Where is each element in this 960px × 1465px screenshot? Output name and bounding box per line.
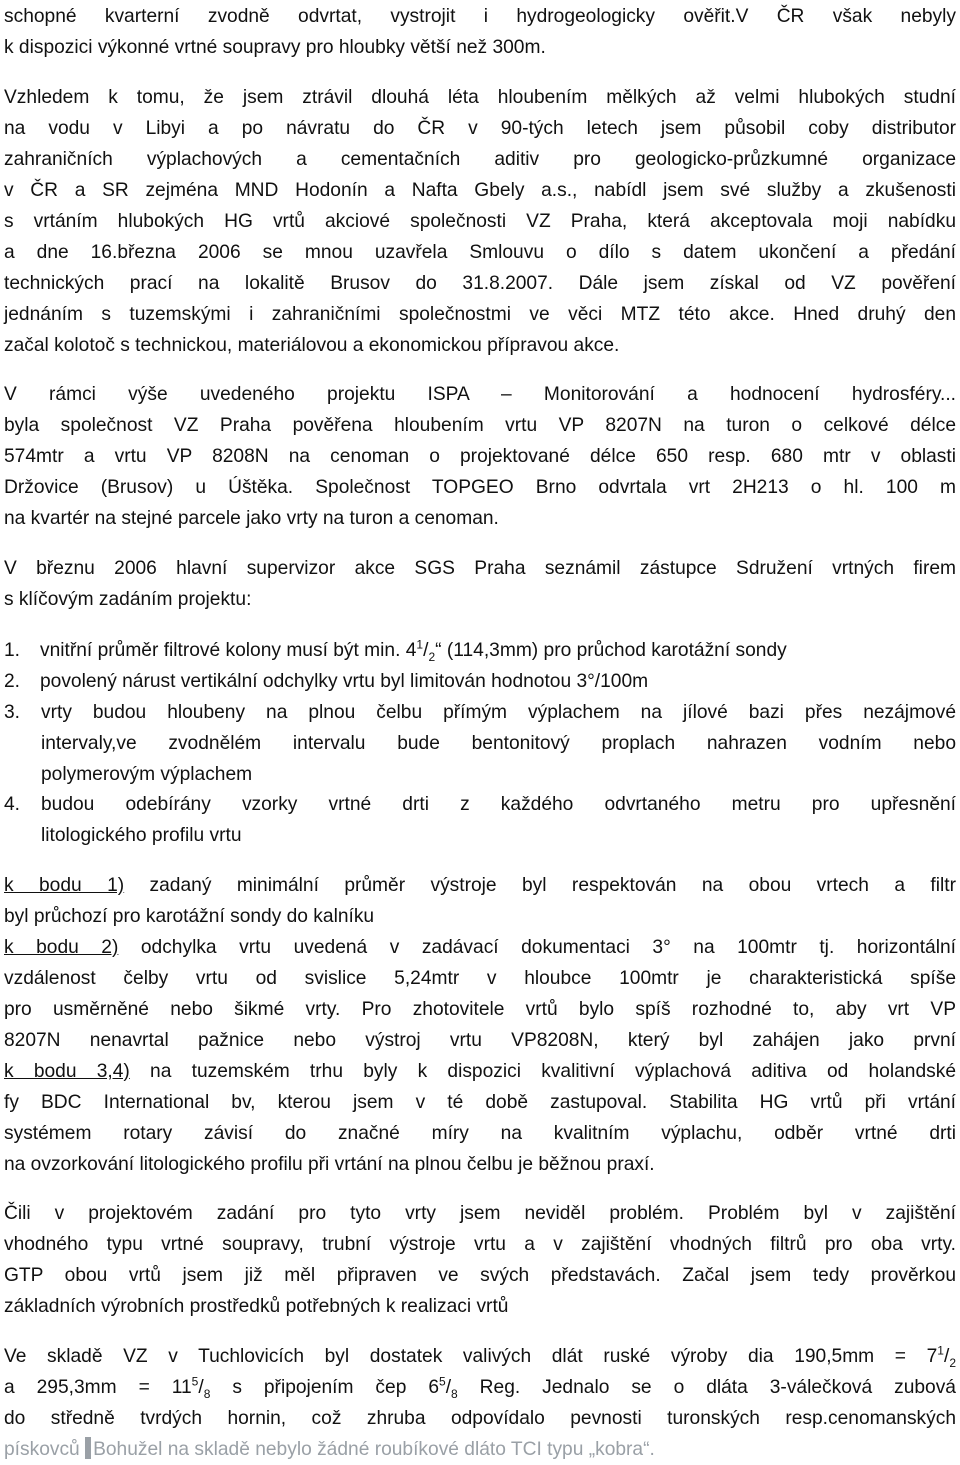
text-line: na vodu v Libyi a po návratu do ČR v 90-tých letech jsem působil coby distributor: [4, 118, 956, 139]
text-line: na ovzorkování litologického profilu při vrtání na plnou čelbu je běžnou praxí.: [4, 1154, 655, 1175]
text-line: fy BDC International bv, kterou jsem v té době zastupoval. Stabilita HG vrtů při vrtání: [4, 1092, 956, 1113]
text-line: základních výrobních prostředků potřebných k realizaci vrtů: [4, 1296, 509, 1317]
point-label: k bodu 1): [4, 875, 125, 896]
text-line: byl průchozí pro karotážní sondy do kalníku: [4, 906, 375, 927]
text-line: k bodu 2) odchylka vrtu uvedená v zadávací dokumentaci 3° na 100mtr tj. horizontální: [4, 937, 956, 958]
list-number: 4.: [4, 794, 21, 815]
text-line: a $295,3mm = 11^5/_8$ s připojením čep $6^5/_8$ Reg. Jednalo se o dláta 3-válečková zubová: [4, 1374, 956, 1401]
text-line: V rámci výše uvedeného projektu ISPA – Monitorování a hodnocení hydrosféry...: [4, 384, 956, 405]
text-line: pískovců Bohužel na skladě nebylo žádné roubíkové dláto TCI typu „kobra“.: [4, 1439, 655, 1460]
text-line: k bodu 3,4) na tuzemském trhu byly k dispozici kvalitivní výplachová aditiva od holandské: [4, 1061, 956, 1082]
text-line: byla společnost VZ Praha pověřena hloubením vrtu VP 8207N na turon o celkové délce: [4, 415, 956, 436]
text-line: schopné kvarterní zvodně odvrtat, vystrojit i hydrogeologicky ověřit.V ČR však nebyly: [4, 6, 956, 27]
list-item-text: vrty budou hloubeny na plnou čelbu přímým výplachem na jílové bazi přes nezájmové: [41, 702, 956, 723]
text-line: Držovice (Brusov) u Úštěka. Společnost TOPGEO Brno odvrtala vrt 2H213 o hl. 100 m: [4, 477, 956, 498]
list-number: 2.: [4, 671, 21, 692]
text-line: na kvartér na stejné parcele jako vrty na turon a cenoman.: [4, 508, 499, 529]
text-line: Ve skladě VZ v Tuchlovicích byl dostatek valivých dlát ruské výroby dia $190,5mm = 7^1/_2$: [4, 1343, 956, 1370]
text-line: GTP obou vrtů jsem již měl připraven ve svých představách. Začal jsem tedy prověrkou: [4, 1265, 956, 1286]
text-cursor-bar: [85, 1437, 91, 1459]
point-label: k bodu 3,4): [4, 1061, 130, 1082]
list-item: 2. povolený nárust vertikální odchylky vrtu byl limitován hodnotou 3°/100m: [4, 667, 956, 697]
text-line: v ČR a SR zejména MND Hodonín a Nafta Gbely a.s., nabídl jsem své služby a zkušenosti: [4, 180, 956, 201]
list-number: 1.: [4, 640, 21, 661]
list-item-text: intervaly,ve zvodnělém intervalu bude bentonitový proplach nahrazen vodním nebo: [41, 733, 956, 754]
list-number: 3.: [4, 702, 21, 723]
text-line: V březnu 2006 hlavní supervizor akce SGS Praha seznámil zástupce Sdružení vrtných firem: [4, 558, 956, 579]
point-label: k bodu 2): [4, 937, 119, 958]
text-line: 8207N nenavrtal pažnice nebo výstroj vrtu VP8208N, který byl zahájen jako první: [4, 1030, 956, 1051]
list-item-text: polymerovým výplachem: [41, 764, 253, 785]
text-line: jednáním s tuzemskými i zahraničními společnostmi ve věci MTZ této akce. Hned druhý den: [4, 304, 956, 325]
text-line: technických prací na lokalitě Brusov do 31.8.2007. Dále jsem získal od VZ pověření: [4, 273, 956, 294]
text-line: Vzhledem k tomu, že jsem ztrávil dlouhá léta hloubením mělkých až velmi hlubokých studní: [4, 87, 956, 108]
text-line: 574mtr a vrtu VP 8208N na cenoman o projektované délce 650 resp. 680 mtr v oblasti: [4, 446, 956, 467]
list-item-text: budou odebírány vzorky vrtné drti z každého odvrtaného metru pro upřesnění: [41, 794, 956, 815]
text-line: vzdálenost čelby vrtu od svislice 5,24mtr v hloubce 100mtr je charakteristická spíše: [4, 968, 956, 989]
text-line: a dne 16.března 2006 se mnou uzavřela Smlouvu o dílo s datem ukončení a předání: [4, 242, 956, 263]
list-item: 1. vnitřní průměr filtrové kolony musí být min. $4^1/_2“$ (114,3mm) pro průchod karotážní sondy: [4, 636, 956, 666]
list-item-text: litologického profilu vrtu: [41, 825, 242, 846]
text-line: s vrtáním hlubokých HG vrtů akciové společnosti VZ Praha, která akceptovala moji nabídku: [4, 211, 956, 232]
text-line: začal kolotoč s technickou, materiálovou a ekonomickou přípravou akce.: [4, 335, 620, 356]
text-line: pro usměrněné nebo šikmé vrty. Pro zhotovitele vrtů bylo spíš rozhodné to, aby vrt VP: [4, 999, 956, 1020]
text-line: k bodu 1) zadaný minimální průměr výstroje byl respektován na obou vrtech a filtr: [4, 875, 956, 896]
text-line: Čili v projektovém zadání pro tyto vrty jsem neviděl problém. Problém byl v zajištění: [4, 1203, 956, 1224]
text-line: vhodného typu vrtné soupravy, trubní výstroje vrtu a v zajištění vhodných filtrů pro oba vrty.: [4, 1234, 956, 1255]
text-line: k dispozici výkonné vrtné soupravy pro hloubky větší než 300m.: [4, 37, 546, 58]
text-line: s klíčovým zadáním projektu:: [4, 589, 252, 610]
text-line: systémem rotary závisí do značné míry na kvalitním výplachu, odběr vrtné drti: [4, 1123, 956, 1144]
text-line: do středně tvrdých hornin, což zhruba odpovídalo pevnosti turonských resp.cenomanských: [4, 1408, 956, 1429]
text-line: zahraničních výplachových a cementačních aditiv pro geologicko-průzkumné organizace: [4, 149, 956, 170]
